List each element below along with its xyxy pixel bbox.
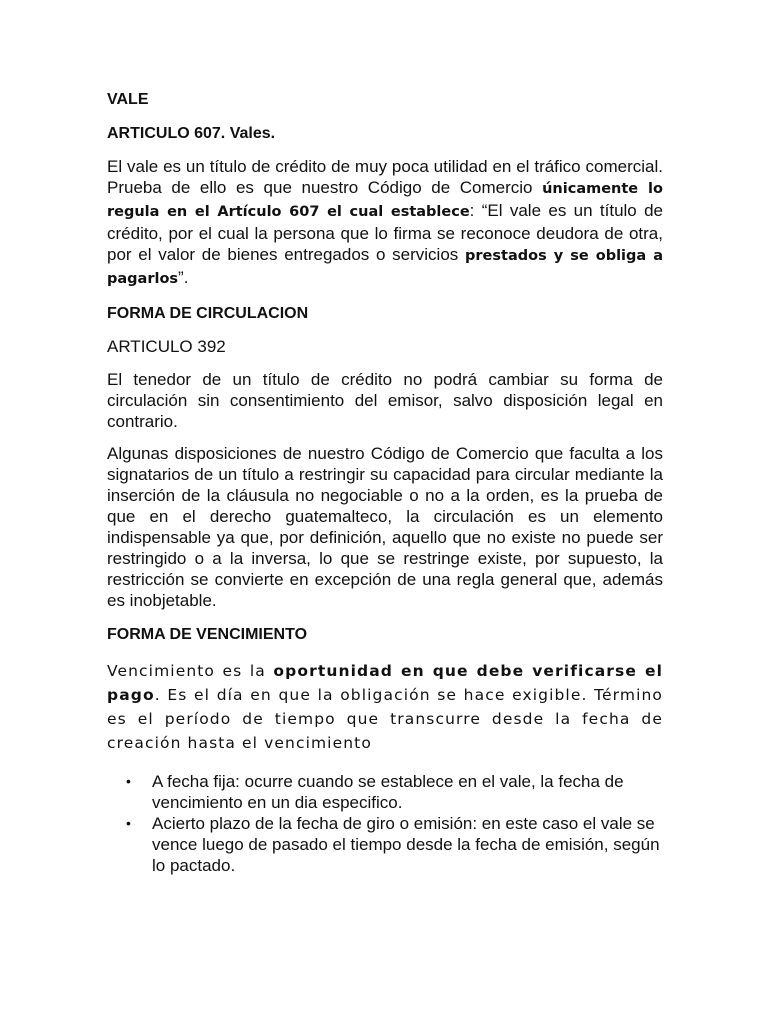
list-item-text: Acierto plazo de la fecha de giro o emisión: en este caso el vale se vence luego de pasado el tiempo desde la fecha de emisión, según lo pactado. xyxy=(152,814,660,875)
heading-forma-circulacion: FORMA DE CIRCULACION xyxy=(107,305,309,322)
vencimiento-list xyxy=(107,771,663,876)
heading-articulo-392: ARTICULO 392 xyxy=(107,337,226,356)
p1-part-a: El vale es un título de crédito de muy poca utilidad en el tráfico comercial. Prueba de ello es que nuestro Código de Comercio xyxy=(107,157,663,197)
heading-forma-vencimiento: FORMA DE VENCIMIENTO xyxy=(107,626,308,643)
list-item xyxy=(107,771,663,813)
paragraph-vencimiento xyxy=(107,659,663,755)
heading-articulo-607: ARTICULO 607. Vales. xyxy=(107,125,276,142)
bullet-icon: • xyxy=(126,773,131,789)
document-page xyxy=(107,88,663,876)
bullet-icon: • xyxy=(126,815,131,831)
heading-vale: VALE xyxy=(107,91,149,108)
paragraph-circulacion: El tenedor de un título de crédito no podrá cambiar su forma de circulación sin consentimiento del emisor, salvo disposición legal en contrario. xyxy=(107,370,663,431)
p1-part-d: vale es un título de crédito, por el cual la persona que lo firma se reconoce deudora de otra, por el valor de bienes entregados o servicios xyxy=(107,201,663,264)
paragraph-disposiciones: Algunas disposiciones de nuestro Código de Comercio que faculta a los signatarios de un título a restringir su capacidad para circular mediante la inserción de la cláusula no negociable o no a la orden, es la prueba de que en el derecho guatemalteco, la circulación es un elemento indispensable ya que, por definición, aquello que no existe no puede ser restringido o a la inversa, lo que se restringe existe, por supuesto, la restricción se convierte en excepción de una regla general que, además es inobjetable. xyxy=(107,444,663,610)
p4-part-c: . Es el día en que la obligación se hace exigible. Término es el período de tiempo que transcurre desde la fecha de creación hasta el vencimiento xyxy=(107,686,663,752)
p1-part-c: : “El xyxy=(469,201,503,220)
paragraph-vale-definition xyxy=(107,156,663,290)
list-item xyxy=(107,813,663,876)
p1-part-f: ”. xyxy=(178,268,189,287)
p1-part-b: únicamente lo regula en el Artículo 607 el cual establece xyxy=(107,181,663,220)
p1-part-e: prestados y se obliga a pagarlos xyxy=(107,248,663,287)
p4-part-b: oportunidad en que debe verificarse el pago xyxy=(107,662,663,704)
list-item-text: A fecha fija: ocurre cuando se establece en el vale, la fecha de vencimiento en un dia especifico. xyxy=(152,772,624,812)
p4-part-a: Vencimiento es la xyxy=(107,662,274,680)
